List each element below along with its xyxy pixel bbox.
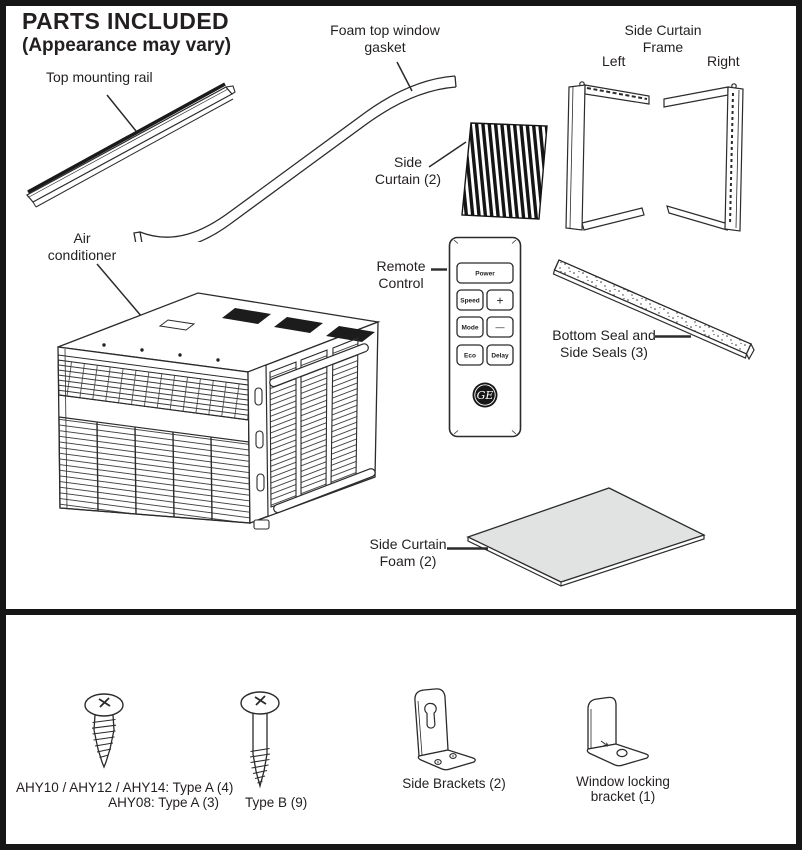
side-curtain-frames-illustration [558,76,758,248]
type-b-screw-illustration [235,686,290,798]
remote-plus-label: + [496,293,504,308]
label-air-conditioner: Air conditioner [47,230,117,263]
side-bracket-illustration [405,685,485,773]
remote-power-label: Power [475,270,495,278]
remote-speed-label: Speed [460,297,480,305]
label-frame-left: Left [602,53,626,69]
remote-control-illustration [448,236,522,438]
label-top-mounting-rail: Top mounting rail [46,69,153,85]
air-conditioner-illustration [52,288,392,533]
side-curtain-illustration [455,115,555,227]
ge-logo [473,383,498,408]
window-locking-bracket-illustration [575,690,660,772]
label-bottom-seal: Bottom Seal and Side Seals (3) [552,327,656,360]
remote-mode-label: Mode [461,324,479,332]
section-divider [0,609,802,615]
label-frame-right: Right [707,53,740,69]
remote-eco-label: Eco [464,352,476,360]
svg-text:GE: GE [476,389,494,402]
page-title-line1: PARTS INCLUDED [22,8,230,34]
foam-gasket-illustration [128,62,463,242]
label-side-curtain-frame: Side Curtain Frame [624,22,702,55]
remote-minus-label: — [495,322,505,332]
label-foam-gasket: Foam top window gasket [330,22,440,55]
label-side-brackets: Side Brackets (2) [402,776,506,791]
label-type-b-screws: Type B (9) [245,795,308,810]
page-title [22,8,231,57]
page-title-line2: (Appearance may vary) [22,35,232,56]
label-side-curtain-foam: Side Curtain Foam (2) [369,536,447,569]
label-type-a-screws: AHY10 / AHY12 / AHY14: Type A (4) AHY08: Type A (3) [16,780,234,810]
type-a-screw-illustration [75,686,135,778]
label-window-locking-bracket: Window locking bracket (1) [576,774,670,804]
side-curtain-foam-illustration [458,478,713,593]
label-side-curtain: Side Curtain (2) [374,154,442,187]
label-remote-control: Remote Control [376,258,426,291]
remote-delay-label: Delay [491,352,509,360]
